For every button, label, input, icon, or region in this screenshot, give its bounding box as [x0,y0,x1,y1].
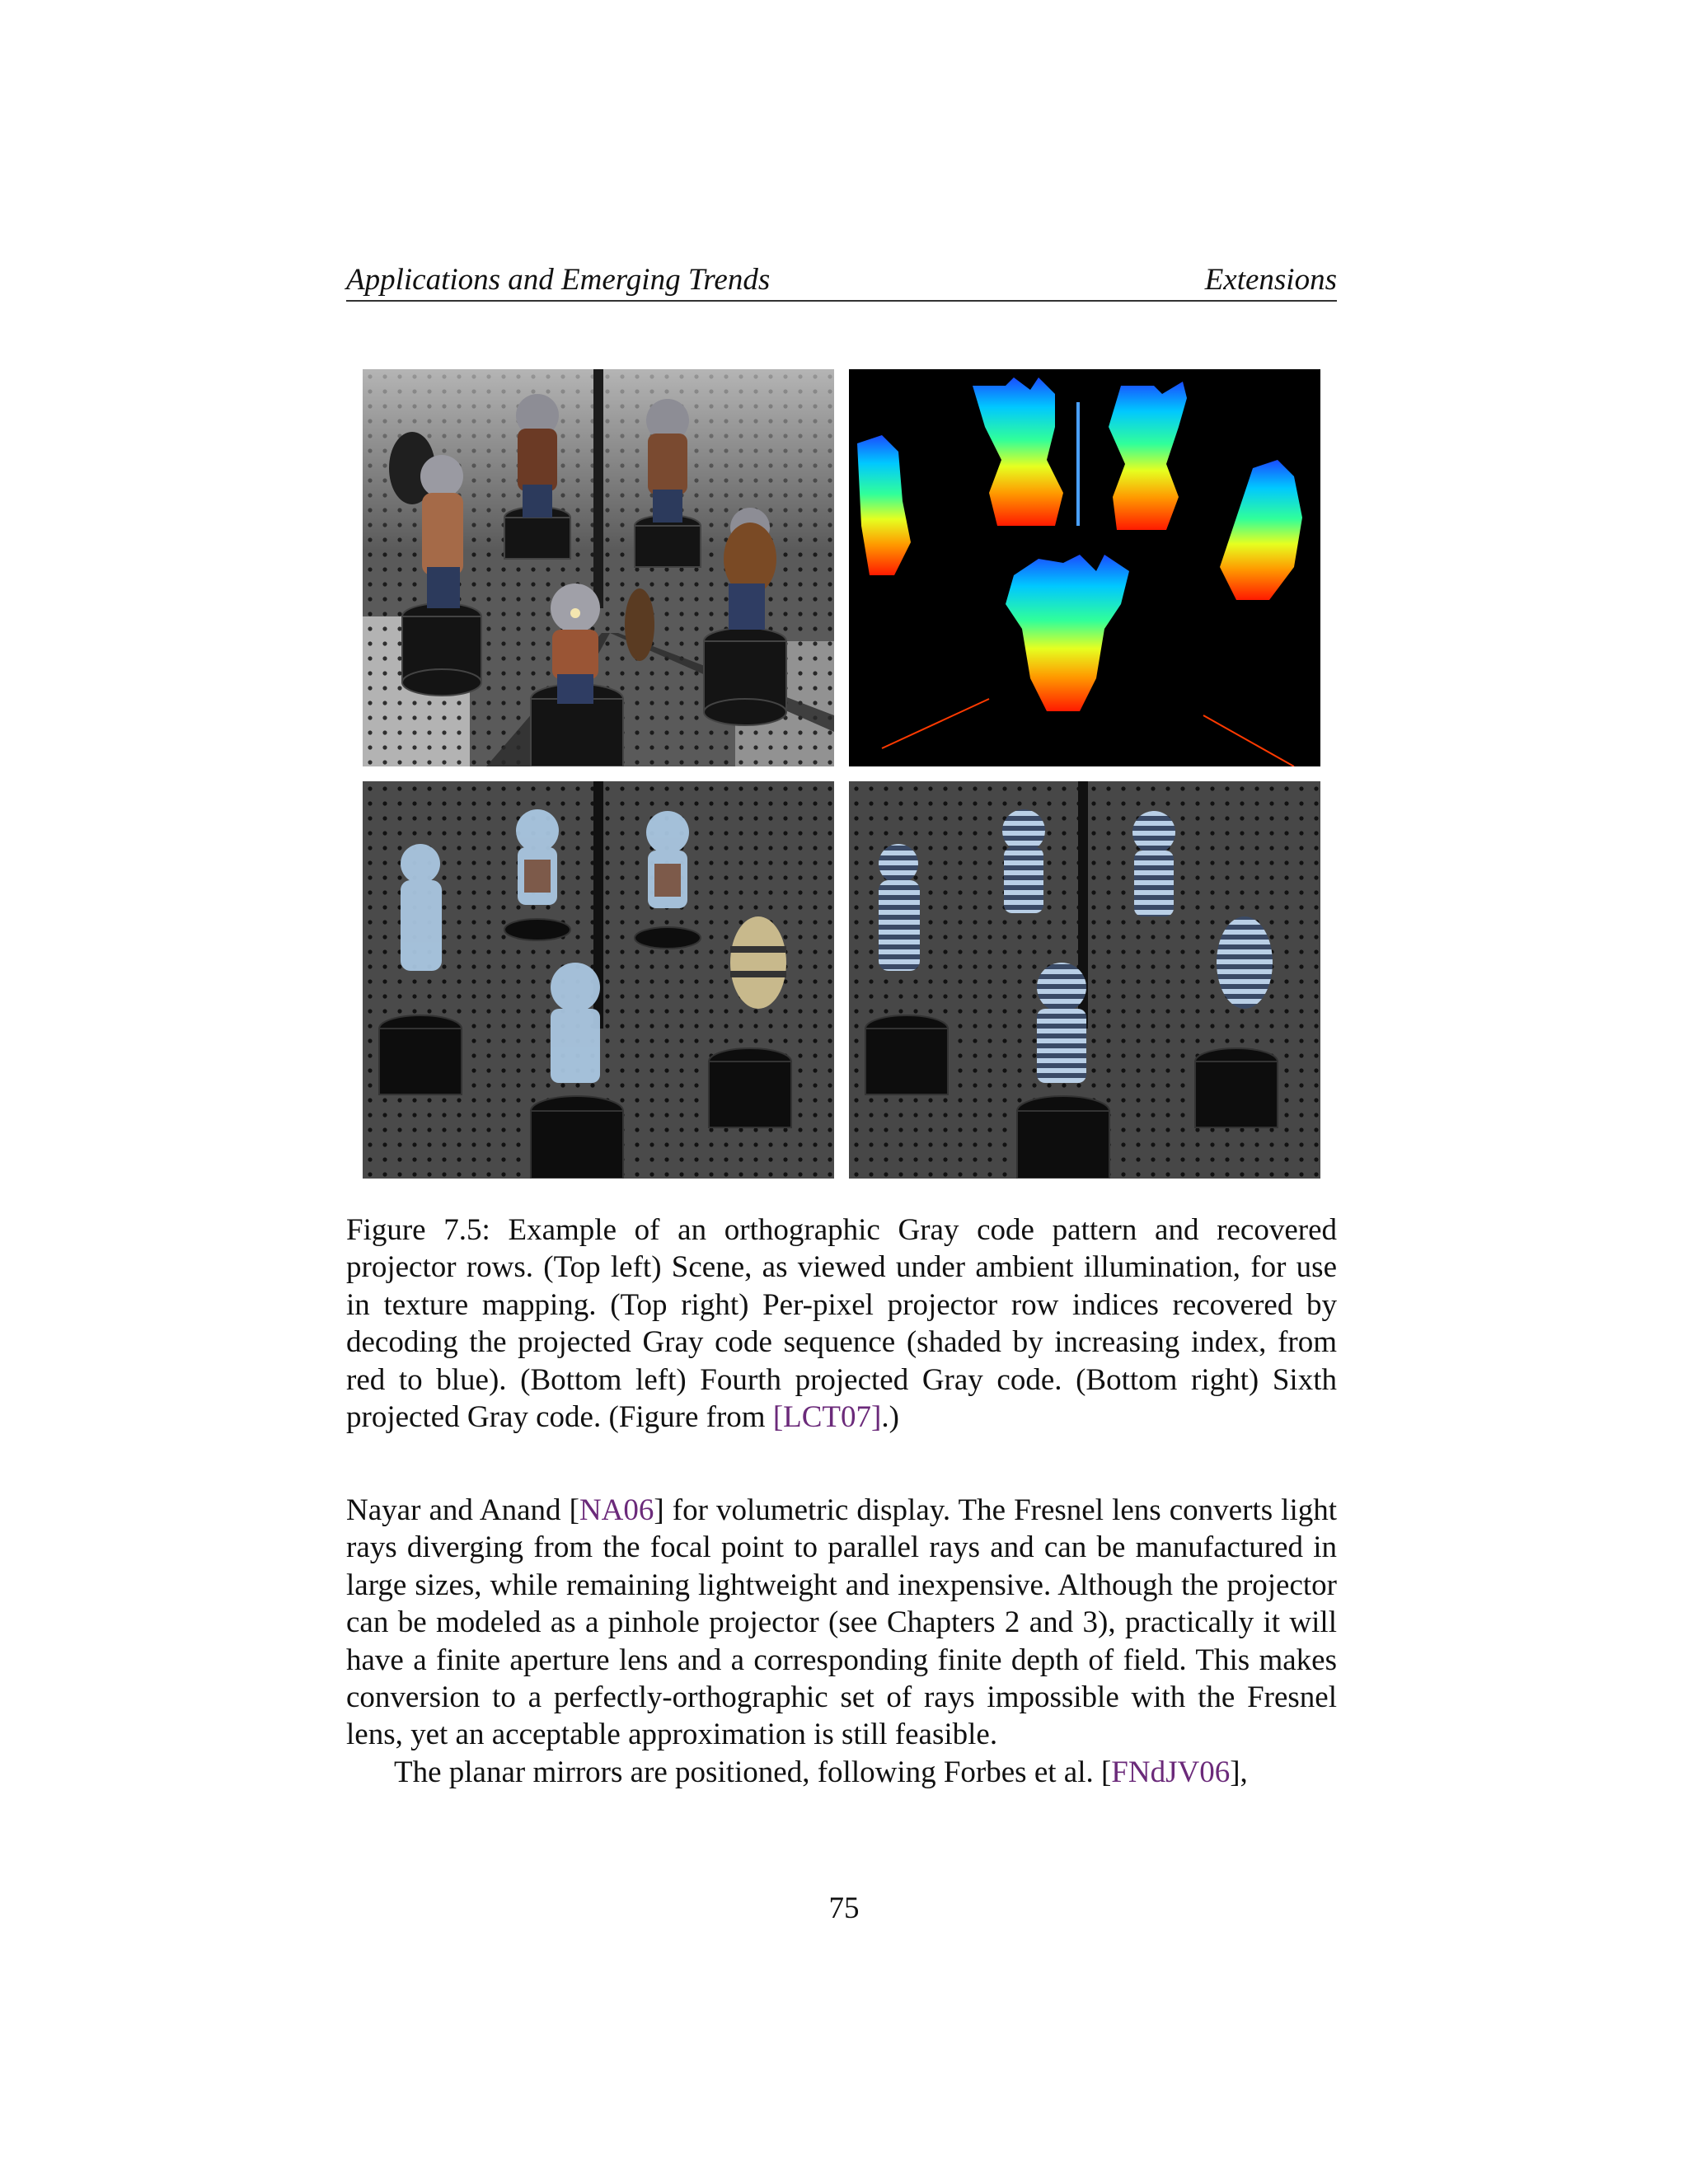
body-text [346,1492,1337,1791]
citation-link-na06[interactable]: NA06 [579,1493,654,1527]
sixth-gray-code-image [849,781,1320,1179]
figure-7-5 [363,369,1320,1179]
figure-panel-bottom-right-sixth-gray-code [849,781,1320,1179]
scene-photo-image [363,369,834,766]
figure-panel-top-left-scene [363,369,834,766]
figure-caption-text-end: .) [881,1400,899,1435]
citation-link-fndjv06[interactable]: FNdJV06 [1111,1755,1231,1789]
header-chapter-title: Applications and Emerging Trends [346,263,771,297]
body-paragraph-2 [346,1754,1337,1791]
paragraph-text: The planar mirrors are positioned, following Forbes et al. [ [394,1755,1112,1789]
figure-panel-top-right-row-indices [849,369,1320,766]
figure-caption-text: Example of an orthographic Gray code pattern and recovered projector rows. (Top left) Scene, as viewed under ambient illumination, for use in texture mapping. (Top right) Per-pixel projector row indices recovered by decoding the projected Gray code sequence (shaded by increasing index, from red to blue). (Bottom left) Fourth projected Gray code. (Bottom right) Sixth projected Gray code. (Figure from [346,1213,1337,1435]
citation-link-lct07[interactable]: [LCT07] [772,1400,882,1435]
paragraph-text: ] for volumetric display. The Fresnel lens converts light rays diverging from the focal point to parallel rays and can be manufactured in large sizes, while remaining lightweight and inexpensive. Although the projector can be modeled as a pinhole projector (see Chapters 2 and 3), practically it will have a finite aperture lens and a corresponding finite depth of field. This makes conversion to a perfectly-orthographic set of rays impossible with the Fresnel lens, yet an acceptable approximation is still feasible. [346,1493,1338,1752]
fourth-gray-code-image [363,781,834,1179]
header-section-title: Extensions [1204,263,1337,297]
figure-panel-bottom-left-fourth-gray-code [363,781,834,1179]
figure-caption [346,1212,1337,1436]
paragraph-text: Nayar and Anand [ [346,1493,579,1527]
body-paragraph-1 [346,1492,1337,1754]
row-index-map-image [849,369,1320,766]
page-number: 75 [828,1891,860,1925]
running-header [346,257,1337,302]
figure-caption-label: Figure 7.5: [346,1213,490,1247]
paragraph-text: ], [1230,1755,1248,1789]
